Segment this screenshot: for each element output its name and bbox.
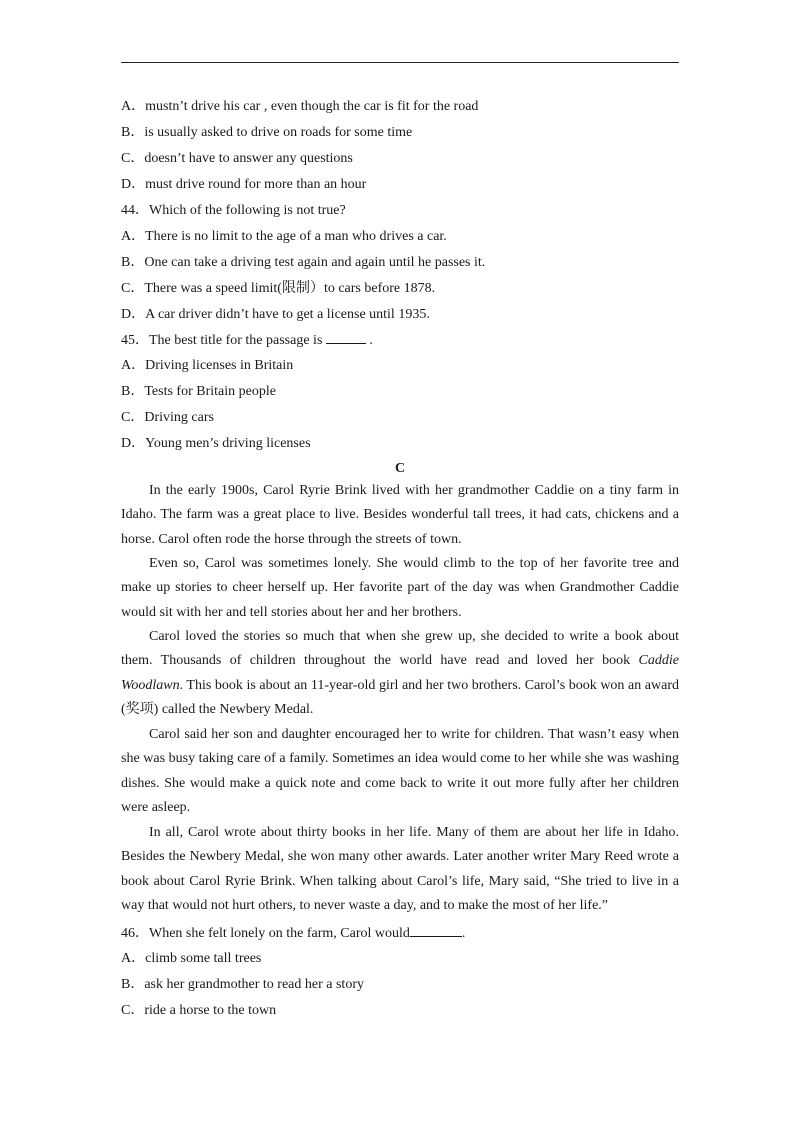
q45-stem-text: 45．The best title for the passage is — [121, 333, 323, 348]
q45-option-a: A．Driving licenses in Britain — [121, 358, 294, 373]
q44-option-c: C．There was a speed limit(限制）to cars before 1878. — [121, 281, 436, 296]
passage-paragraph-2: Even so, Carol was sometimes lonely. She would climb to the top of her favorite tree and make up stories to cheer herself up. Her favorite part of the day was when Grandmother Caddie would sit with her and tell stories about her and her brothers. — [121, 556, 679, 620]
q46-stem — [121, 924, 465, 942]
passage-paragraph-4: Carol said her son and daughter encouraged her to write for children. That wasn’t easy when she was busy taking care of a family. Sometimes an idea would come to her while she was washing dishes. She would make a quick note and come back to write it out more fully after her children were asleep. — [121, 727, 679, 815]
q45-option-b: B．Tests for Britain people — [121, 384, 276, 399]
passage-paragraph-3 — [121, 625, 679, 722]
q45-option-d: D．Young men’s driving licenses — [121, 436, 311, 451]
q44-option-b: B．One can take a driving test again and again until he passes it. — [121, 255, 486, 270]
q45-stem — [121, 331, 373, 349]
q43-option-c: C．doesn’t have to answer any questions — [121, 151, 353, 166]
header-rule — [121, 62, 679, 63]
q44-stem: 44．Which of the following is not true? — [121, 203, 346, 218]
q44-option-d: D．A car driver didn’t have to get a license until 1935. — [121, 307, 430, 322]
passage-paragraph-1: In the early 1900s, Carol Ryrie Brink lived with her grandmother Caddie on a tiny farm in Idaho. The farm was a great place to live. Besides wonderful tall trees, it had cats, chickens and a horse. Carol often rode the horse through the streets of town. — [121, 483, 679, 547]
q45-answer-blank — [326, 331, 366, 344]
q46-option-b: B．ask her grandmother to read her a story — [121, 977, 364, 992]
section-c-heading: C — [394, 461, 406, 476]
q46-option-a: A．climb some tall trees — [121, 951, 262, 966]
paragraph-3-part-1: Carol loved the stories so much that when she grew up, she decided to write a book about them. Thousands of children throughout the world have read and loved her book — [121, 629, 679, 669]
q45-option-c: C．Driving cars — [121, 410, 214, 425]
q43-option-d: D．must drive round for more than an hour — [121, 177, 367, 192]
q46-option-c: C．ride a horse to the town — [121, 1003, 277, 1018]
book-title: Caddie Woodlawn — [121, 653, 679, 693]
q46-stem-text: 46．When she felt lonely on the farm, Carol would — [121, 926, 410, 941]
q43-option-b: B．is usually asked to drive on roads for some time — [121, 125, 413, 140]
paragraph-3-part-2: . This book is about an 11-year-old girl and her two brothers. Carol’s book won an award (奖项) called the Newbery Medal. — [121, 677, 679, 717]
q46-stem-end: . — [461, 926, 466, 941]
q43-option-a: A．mustn’t drive his car , even though the car is fit for the road — [121, 99, 479, 114]
q44-option-a: A．There is no limit to the age of a man who drives a car. — [121, 229, 447, 244]
q45-stem-end: . — [369, 333, 373, 348]
passage-paragraph-5: In all, Carol wrote about thirty books in her life. Many of them are about her life in Idaho. Besides the Newbery Medal, she won many other awards. Later another writer Mary Reed wrote a book about Carol Ryrie Brink. When talking about Carol’s life, Mary said, “She tried to live in a way that would not hurt others, to never waste a day, and to make the most of her life.” — [121, 825, 679, 913]
q46-answer-blank — [410, 924, 462, 937]
